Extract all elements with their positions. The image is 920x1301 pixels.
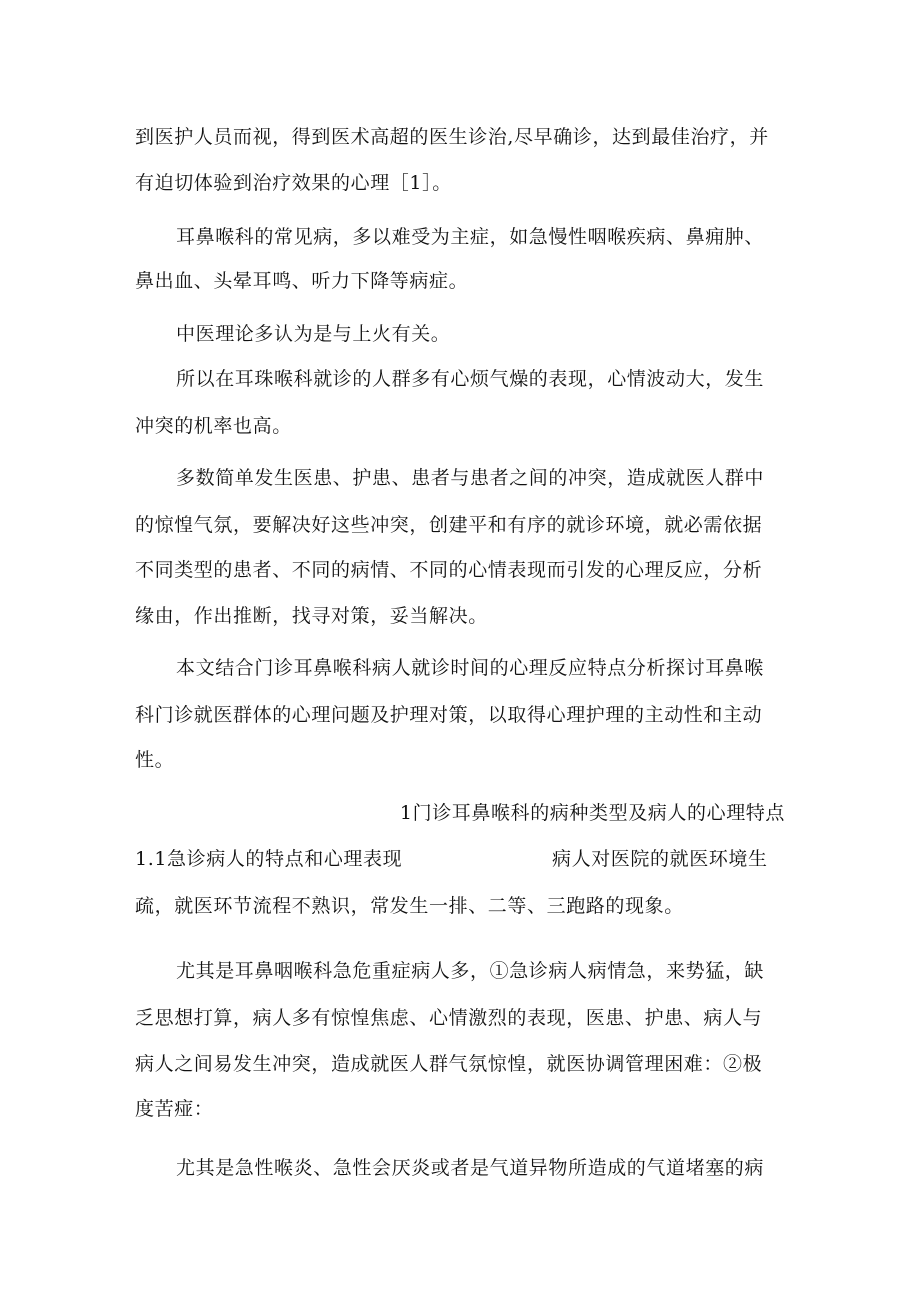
paragraph-line: 尤其是急性喉炎、急性会厌炎或者是气道异物所造成的气道堵塞的病 [176,1157,765,1179]
paragraph-line: 本文结合门诊耳鼻喉科病人就诊时间的心理反应特点分析探讨耳鼻喉 [176,657,765,679]
paragraph-line: 不同类型的患者、不同的病情、不同的心情表现而引发的心理反应，分析 [135,559,763,581]
paragraph-line: 的惊惶气氛，要解决好这些冲突，创建平和有序的就诊环境，就必需依据 [135,514,763,536]
paragraph-line: 多数简单发生医患、护患、患者与患者之间的冲突，造成就医人群中 [176,467,765,489]
paragraph-line: 有迫切体验到治疗效果的心理［1］。 [135,172,452,194]
paragraph-line: 鼻出血、头晕耳鸣、听力下降等病症。 [135,270,469,292]
paragraph-line: 病人对医院的就医环境生 [552,848,768,870]
paragraph-line: 到医护人员而视，得到医术高超的医生诊治,尽早确诊，达到最佳治疗，并 [135,126,769,148]
paragraph-line: 性。 [135,749,175,771]
paragraph-line: 尤其是耳鼻咽喉科急危重症病人多，①急诊病人病情急，来势猛，缺 [176,960,765,982]
paragraph-line: 度苦痖： [135,1098,214,1120]
paragraph-line: 冲突的机率也高。 [135,415,292,437]
paragraph-line: 科门诊就医群体的心理问题及护理对策，以取得心理护理的主动性和主动 [135,704,763,726]
paragraph-line: 缘由，作出推断，找寻对策，妥当解决。 [135,605,488,627]
paragraph-line: 疏，就医环节流程不熟识，常发生一排、二等、三跑路的现象。 [135,895,684,917]
paragraph-line: 中医理论多认为是与上火有关。 [176,323,451,345]
paragraph-line: 所以在耳珠喉科就诊的人群多有心烦气燥的表现，心情波动大，发生 [176,368,765,390]
paragraph-line: 乏思想打算，病人多有惊惶焦虑、心情激烈的表现，医患、护患、病人与 [135,1007,763,1029]
subsection-heading: 1.1急诊病人的特点和心理表现 [135,848,403,870]
paragraph-line: 病人之间易发生冲突，造成就医人群气氛惊惶，就医协调管理困难：②极 [135,1053,763,1075]
paragraph-line: 耳鼻喉科的常见病，多以难受为主症，如急慢性咽喉疾病、鼻痈肿、 [176,226,765,248]
section-heading: 1门诊耳鼻喉科的病种类型及病人的心理特点 [399,802,785,824]
